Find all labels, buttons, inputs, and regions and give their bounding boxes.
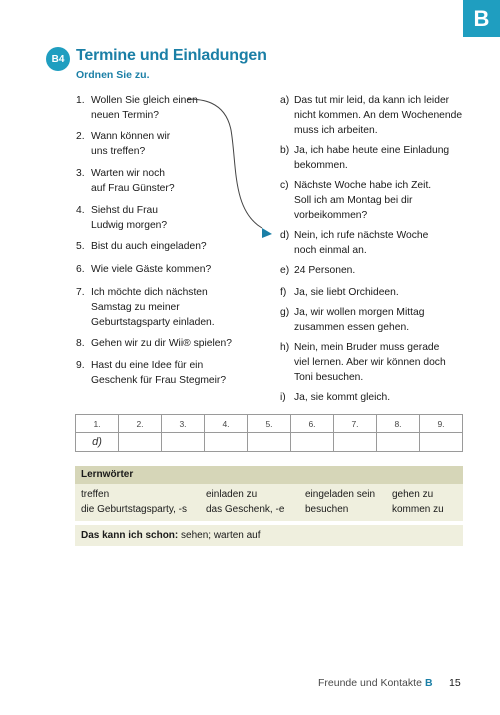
exercise-title: Termine und Einladungen xyxy=(76,47,267,64)
question-line: Hast du eine Idee für ein xyxy=(91,360,204,371)
answer-line: Ja, ich habe heute eine Einladung xyxy=(294,145,450,156)
question-line: Ich möchte dich nächsten xyxy=(91,287,208,298)
vocab-word: treffen xyxy=(81,489,110,500)
grid-header-cell: 8. xyxy=(377,415,420,433)
answer-line: vorbeikommen? xyxy=(294,210,368,221)
answer-letter: h) xyxy=(280,342,290,353)
answer-line: Soll ich am Montag bei dir xyxy=(294,195,413,206)
exercise-instruction: Ordnen Sie zu. xyxy=(76,69,150,81)
grid-header-cell: 4. xyxy=(205,415,248,433)
lernwoerter-title: Lernwörter xyxy=(81,469,134,480)
grid-header-cell: 7. xyxy=(334,415,377,433)
vocab-word: gehen zu xyxy=(392,489,434,500)
question-line: Samstag zu meiner xyxy=(91,302,180,313)
answer-line: Ja, sie kommt gleich. xyxy=(294,392,391,403)
question-line: Geschenk für Frau Stegmeir? xyxy=(91,375,227,386)
answer-letter: b) xyxy=(280,145,290,156)
lernwoerter-header xyxy=(75,466,463,484)
question-line: Siehst du Frau xyxy=(91,205,158,216)
answer-line: nicht kommen. An dem Wochenende xyxy=(294,110,463,121)
page-number: 15 xyxy=(449,677,461,689)
grid-answer-cell[interactable] xyxy=(334,433,377,452)
answer-line: zusammen essen gehen. xyxy=(294,322,410,333)
question-number: 9. xyxy=(76,360,85,371)
question-line: Wollen Sie gleich einen xyxy=(91,95,198,106)
question-line: Geburtstagsparty einladen. xyxy=(91,317,215,328)
question-number: 3. xyxy=(76,168,85,179)
answer-letter: a) xyxy=(280,95,290,106)
grid-answer-cell[interactable] xyxy=(420,433,463,452)
grid-answer-cell[interactable] xyxy=(205,433,248,452)
footer-chapter: Freunde und Kontakte xyxy=(318,677,422,689)
vocab-word: besuchen xyxy=(305,504,349,515)
grid-answer-cell[interactable] xyxy=(162,433,205,452)
answer-line: viel lernen. Aber wir können doch xyxy=(294,357,446,368)
answer-letter: c) xyxy=(280,180,289,191)
grid-answer-cell[interactable] xyxy=(119,433,162,452)
grid-header-cell: 2. xyxy=(119,415,162,433)
vocab-word: das Geschenk, -e xyxy=(206,504,285,515)
question-number: 7. xyxy=(76,287,85,298)
grid-answer-cell[interactable]: d) xyxy=(76,433,119,452)
question-number: 8. xyxy=(76,338,85,349)
question-line: Wann können wir xyxy=(91,131,171,142)
answer-letter: g) xyxy=(280,307,290,318)
answer-line: Nein, ich rufe nächste Woche xyxy=(294,230,429,241)
question-line: neuen Termin? xyxy=(91,110,159,121)
question-line: Warten wir noch xyxy=(91,168,166,179)
grid-answer-cell[interactable] xyxy=(248,433,291,452)
footer-section-letter: B xyxy=(425,677,433,689)
question-number: 2. xyxy=(76,131,85,142)
answer-line: Toni besuchen. xyxy=(294,372,364,383)
answer-letter: f) xyxy=(280,287,287,298)
section-tab-letter: B xyxy=(473,5,490,31)
answer-letter: d) xyxy=(280,230,290,241)
grid-header-cell: 3. xyxy=(162,415,205,433)
vocab-word: einladen zu xyxy=(206,489,258,500)
question-line: Ludwig morgen? xyxy=(91,220,168,231)
question-line: Wie viele Gäste kommen? xyxy=(91,264,212,275)
question-line: uns treffen? xyxy=(91,146,146,157)
lernwoerter-box xyxy=(75,466,463,521)
question-number: 4. xyxy=(76,205,85,216)
grid-header-cell: 6. xyxy=(291,415,334,433)
kann-ich-schon-items: sehen; warten auf xyxy=(178,530,261,541)
question-line: Bist du auch eingeladen? xyxy=(91,241,207,252)
answer-grid-input-row xyxy=(76,433,463,452)
question-line: auf Frau Günster? xyxy=(91,183,175,194)
grid-header-cell: 9. xyxy=(420,415,463,433)
answer-line: 24 Personen. xyxy=(294,265,356,276)
answer-line: bekommen. xyxy=(294,160,348,171)
answer-line: Nein, mein Bruder muss gerade xyxy=(294,342,440,353)
answer-line: Nächste Woche habe ich Zeit. xyxy=(294,180,432,191)
grid-header-cell: 5. xyxy=(248,415,291,433)
question-number: 5. xyxy=(76,241,85,252)
kann-ich-schon-box xyxy=(75,525,463,546)
exercise-number: B4 xyxy=(51,53,65,65)
answer-letter: i) xyxy=(280,392,286,403)
grid-answer-cell[interactable] xyxy=(291,433,334,452)
answer-grid-header-row xyxy=(76,415,463,433)
kann-ich-schon-label: Das kann ich schon: xyxy=(81,530,179,541)
answer-line: muss ich arbeiten. xyxy=(294,125,378,136)
question-number: 6. xyxy=(76,264,85,275)
grid-header-cell: 1. xyxy=(76,415,119,433)
vocab-word: die Geburtstagsparty, -s xyxy=(81,504,187,515)
question-number: 1. xyxy=(76,95,85,106)
kann-ich-schon-text xyxy=(81,530,261,541)
answer-line: Das tut mir leid, da kann ich leider xyxy=(294,95,450,106)
answer-grid xyxy=(75,414,463,452)
answer-line: Ja, wir wollen morgen Mittag xyxy=(294,307,425,318)
answer-line: Ja, sie liebt Orchideen. xyxy=(294,287,399,298)
grid-answer-cell[interactable] xyxy=(377,433,420,452)
question-line: Gehen wir zu dir Wii® spielen? xyxy=(91,338,232,349)
answer-letter: e) xyxy=(280,265,290,276)
vocab-word: kommen zu xyxy=(392,504,444,515)
vocab-word: eingeladen sein xyxy=(305,489,376,500)
answer-line: noch einmal an. xyxy=(294,245,367,256)
